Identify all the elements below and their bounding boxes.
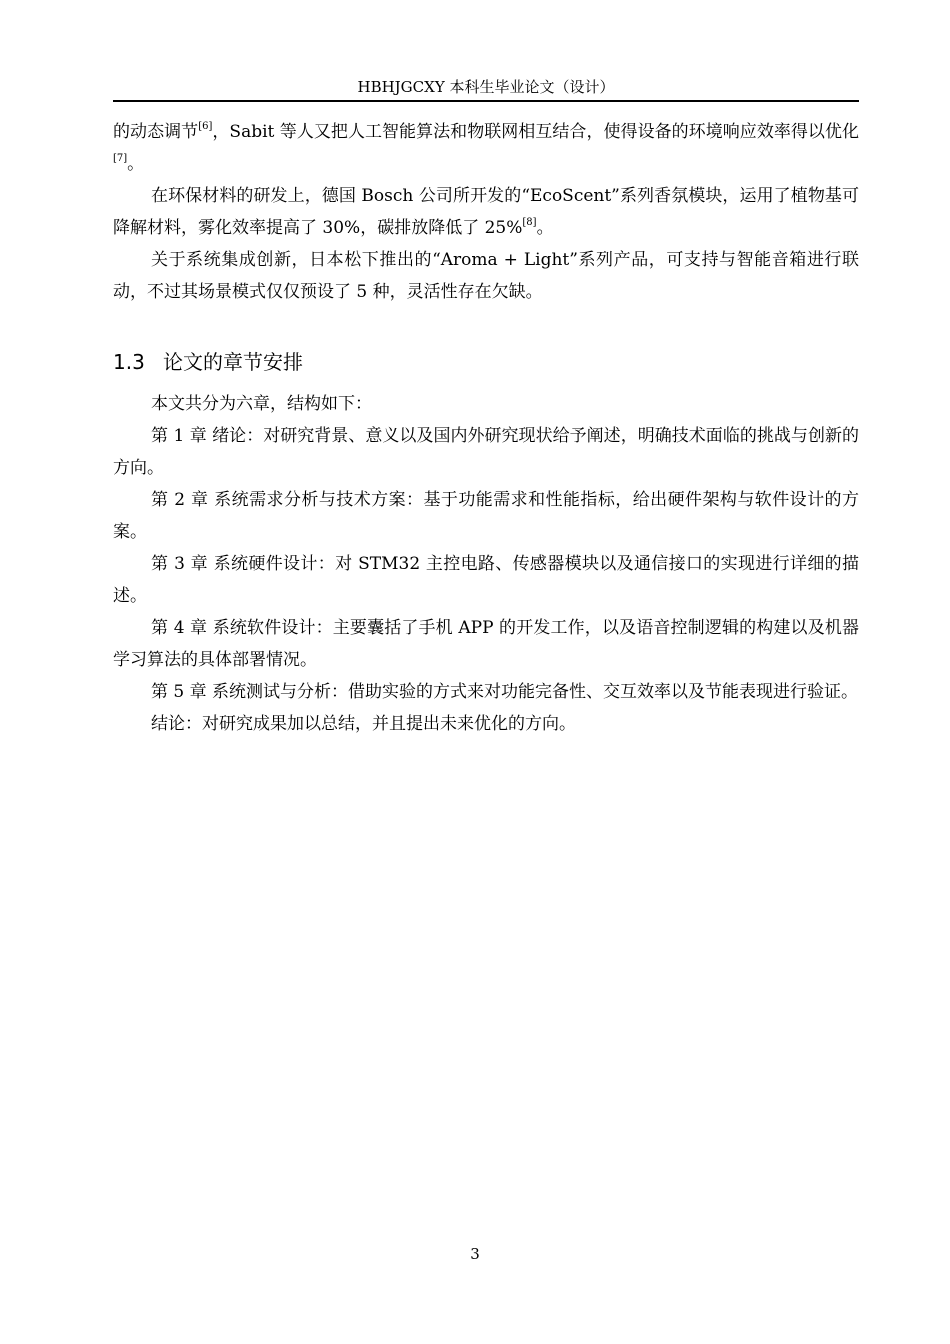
citation-6: [6] <box>198 121 213 132</box>
section-heading <box>113 346 859 378</box>
paragraph-1-text-3: 。 <box>127 154 145 174</box>
paragraph-1-text-2: ，Sabit 等人又把人工智能算法和物联网相互结合，使得设备的环境响应效率得以优化 <box>212 122 859 142</box>
chapters-intro: 本文共分为六章，结构如下： <box>151 394 372 414</box>
paragraph-1 <box>113 116 859 180</box>
chapter-item-3: 第 3 章 系统硬件设计：对 STM32 主控电路、传感器模块以及通信接口的实现进行详细的描述。 <box>113 554 859 606</box>
paragraph-2-text-2: 。 <box>536 218 554 238</box>
citation-7: [7] <box>113 153 128 164</box>
chapters-conclusion: 结论：对研究成果加以总结，并且提出未来优化的方向。 <box>151 714 576 734</box>
chapter-item-4: 第 4 章 系统软件设计：主要囊括了手机 APP 的开发工作，以及语音控制逻辑的构建以及机器学习算法的具体部署情况。 <box>113 618 859 670</box>
chapter-item-2: 第 2 章 系统需求分析与技术方案：基于功能需求和性能指标，给出硬件架构与软件设计的方案。 <box>113 490 859 542</box>
section-number: 1.3 <box>113 350 145 374</box>
page-body <box>113 116 859 740</box>
page-header: HBHJGCXY 本科生毕业论文（设计） <box>357 78 615 96</box>
section-title: 论文的章节安排 <box>163 350 303 374</box>
chapter-item-5: 第 5 章 系统测试与分析：借助实验的方式来对功能完备性、交互效率以及节能表现进行验证。 <box>151 682 859 702</box>
page-number: 3 <box>470 1245 480 1263</box>
paragraph-3: 关于系统集成创新，日本松下推出的“Aroma + Light”系列产品，可支持与智能音箱进行联动，不过其场景模式仅仅预设了 5 种，灵活性存在欠缺。 <box>113 250 859 302</box>
paragraph-2-text: 在环保材料的研发上，德国 Bosch 公司所开发的“EcoScent”系列香氛模块，运用了植物基可降解材料，雾化效率提高了 30%，碳排放降低了 25% <box>113 186 859 238</box>
header-rule <box>113 100 859 102</box>
citation-8: [8] <box>522 217 537 228</box>
chapter-item-1: 第 1 章 绪论：对研究背景、意义以及国内外研究现状给予阐述，明确技术面临的挑战与创新的方向。 <box>113 426 859 478</box>
paragraph-1-text: 的动态调节 <box>113 122 199 142</box>
paragraph-2 <box>113 180 859 244</box>
